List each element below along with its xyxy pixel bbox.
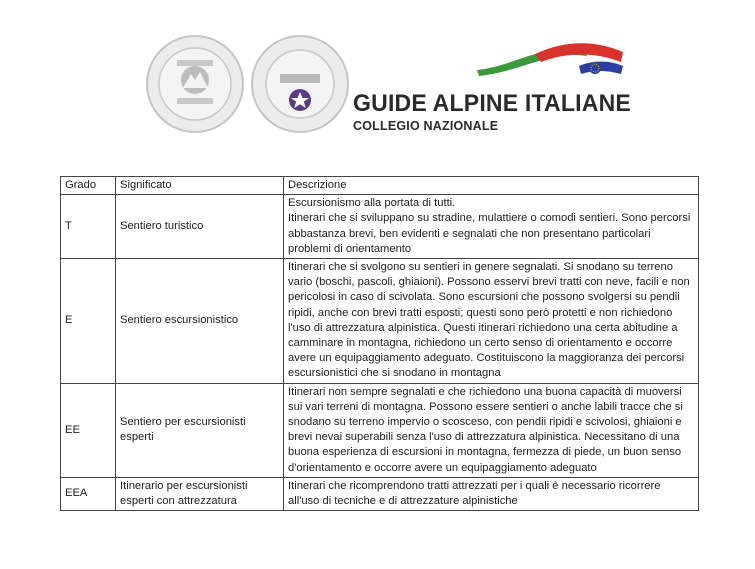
brand-subtitle: COLLEGIO NAZIONALE	[353, 119, 499, 133]
grade-cell: E	[61, 259, 116, 384]
description-cell	[284, 259, 699, 384]
grade-cell: T	[61, 195, 116, 259]
table-row	[61, 383, 699, 477]
meaning-cell: Itinerario per escursionisti esperti con attrezzatura	[116, 477, 284, 510]
grade-cell: EE	[61, 383, 116, 477]
description-text: Itinerari che si sviluppano su stradine, mulattiere o comodi sentieri. Sono percorsi abbastanza brevi, ben evidenti e segnalati che non presentano particolari problemi di orientamento	[288, 212, 691, 255]
meaning-cell: Sentiero escursionistico	[116, 259, 284, 384]
mountain-guides-seal-logo	[145, 34, 245, 134]
description-text: Itinerari che si svolgono su sentieri in genere segnalati. Si snodano su terreno vario (boschi, pascoli, ghiaioni). Possono esservi brevi tratti con neve, facili e non pericolosi in caso di scivolata. Sono escursioni che possono svolgersi su pendii ripidi, anche con brevi tratti esposti; questi sono però protetti e non richiedono l'uso di attrezzatura alpinistica. Questi itinerari richiedono una certa abitudine a camminare in montagna, richiedono un certo senso di orientamento e occorre avere un equipaggiamento adeguato. Costituiscono la maggioranza dei percorsi escursionistici che si snodano in montagna	[288, 261, 690, 380]
description-cell	[284, 195, 699, 259]
header-grade: Grado	[61, 177, 116, 195]
meaning-cell: Sentiero turistico	[116, 195, 284, 259]
description-text: Itinerari che ricomprendono tratti attrezzati per i quali è necessario ricorrere all'uso di tecniche e di attrezzature alpinistiche	[288, 479, 661, 508]
description-cell	[284, 477, 699, 510]
table-header-row	[61, 177, 699, 195]
header-description: Descrizione	[284, 177, 699, 195]
grade-cell: EEA	[61, 477, 116, 510]
brand-title: GUIDE ALPINE ITALIANE	[353, 90, 631, 117]
agai-seal-logo	[250, 34, 350, 134]
description-text: Itinerari non sempre segnalati e che richiedono una buona capacità di muoversi sui vari terreni di montagna. Possono essere sentieri o anche labili tracce che si snodano su terreno impervio o scosceso, con pendii ripidi e scivolosi, ghiaioni e brevi nevai superabili senza l'uso di attrezzatura alpinistica. Necessitano di una buona esperienza di escursioni in montagna, fermezza di piede, un buon senso d'orientamento e occorre avere un equipaggiamento adeguato	[288, 385, 683, 474]
table-row	[61, 259, 699, 384]
meaning-cell: Sentiero per escursionisti esperti	[116, 383, 284, 477]
header-meaning: Significato	[116, 177, 284, 195]
description-text: Escursionismo alla portata di tutti.	[288, 197, 456, 210]
header-logos	[145, 30, 631, 150]
difficulty-grades-table	[60, 176, 699, 511]
table-row	[61, 477, 699, 510]
flag-swoosh-logo	[475, 36, 625, 86]
description-cell	[284, 383, 699, 477]
table-row	[61, 195, 699, 259]
